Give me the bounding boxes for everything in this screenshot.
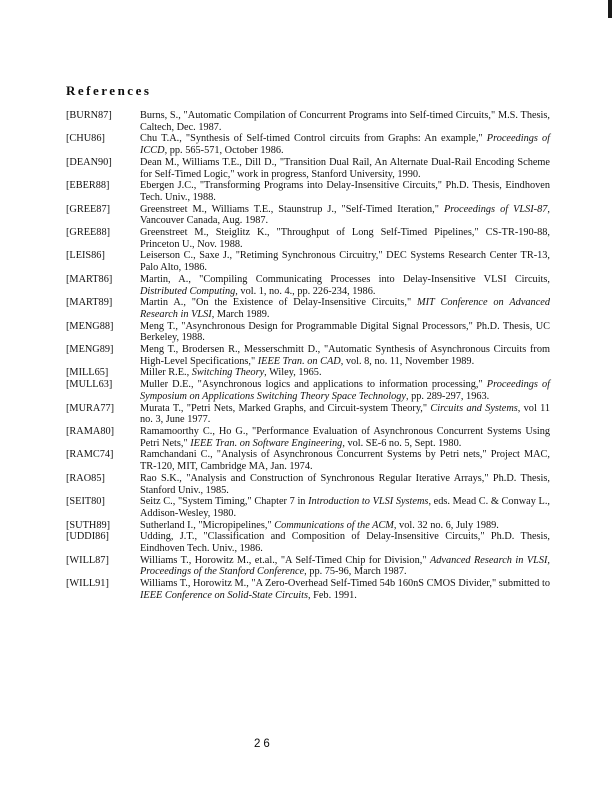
- reference-label: [UDDI86]: [66, 531, 109, 543]
- references-heading: References: [66, 83, 152, 98]
- reference-text: Ramchandani C., "Analysis of Asynchronous Concurrent Systems by Petri nets," Project MAC, TR-120, MIT, Cambridge MA, Jan. 1974.: [140, 449, 550, 473]
- references-list: [66, 110, 550, 602]
- reference-entry: [66, 157, 550, 180]
- reference-text: Meng T., "Asynchronous Design for Programmable Digital Signal Processors," Ph.D. Thesis, UC Berkeley, 1988.: [140, 320, 550, 344]
- reference-text: Sutherland I., "Micropipelines," Communications of the ACM, vol. 32 no. 6, July 1989.: [140, 519, 499, 531]
- reference-entry: [66, 250, 550, 273]
- reference-text: Murata T., "Petri Nets, Marked Graphs, and Circuit-system Theory," Circuits and Systems, vol 11 no. 3, June 1977.: [140, 402, 551, 426]
- reference-text: Ebergen J.C., "Transforming Programs into Delay-Insensitive Circuits," Ph.D. Thesis, Eindhoven Tech. Univ., 1988.: [140, 180, 550, 203]
- reference-text: Williams T., Horowitz M., "A Zero-Overhead Self-Timed 54b 160nS CMOS Divider," submitted to IEEE Conference on Solid-State Circuits, Feb. 1991.: [140, 578, 550, 601]
- reference-text: Chu T.A., "Synthesis of Self-timed Control circuits from Graphs: An example," Proceedings of ICCD, pp. 565-571, October 1986.: [140, 133, 550, 157]
- reference-label: [MART86]: [66, 273, 113, 285]
- reference-entry: [66, 496, 550, 519]
- reference-label: [MENG89]: [66, 344, 114, 356]
- reference-entry: [66, 555, 550, 578]
- reference-entry: [66, 274, 550, 297]
- reference-label: [WILL91]: [66, 578, 109, 590]
- reference-text: Udding, J.T., "Classification and Composition of Delay-Insensitive Circuits," Ph.D. Thesis, Eindhoven Tech. Univ., 1986.: [140, 531, 550, 555]
- reference-text: Martin, A., "Compiling Communicating Processes into Delay-Insensitive VLSI Circuits, Distributed Computing, vol. 1, no. 4., pp. 226-234, 1986.: [140, 273, 550, 297]
- reference-text: Greenstreet M., Williams T.E., Staunstrup J., "Self-Timed Iteration," Proceedings of VLSI-87, Vancouver Canada, Aug. 1987.: [140, 203, 550, 227]
- reference-entry: [66, 520, 550, 532]
- reference-entry: [66, 204, 550, 227]
- reference-entry: [66, 531, 550, 554]
- reference-label: [BURN87]: [66, 110, 112, 121]
- reference-label: [DEAN90]: [66, 156, 112, 168]
- reference-text: Meng T., Brodersen R., Messerschmitt D., "Automatic Synthesis of Asynchronous Circuits from High-Level Specifications," IEEE Tran. on CAD, vol. 8, no. 11, November 1989.: [140, 344, 550, 367]
- reference-entry: [66, 449, 550, 472]
- reference-entry: [66, 321, 550, 344]
- reference-label: [RAMA80]: [66, 425, 115, 437]
- reference-label: [RAO85]: [66, 472, 105, 484]
- reference-label: [MENG88]: [66, 320, 114, 332]
- reference-entry: [66, 578, 550, 601]
- reference-entry: [66, 180, 550, 203]
- reference-text: Rao S.K., "Analysis and Construction of Synchronous Regular Iterative Arrays," Ph.D. Thesis, Stanford Univ., 1985.: [140, 472, 550, 496]
- scan-artifact-mark: [608, 0, 612, 18]
- reference-label: [WILL87]: [66, 554, 109, 566]
- reference-label: [LEIS86]: [66, 250, 105, 262]
- reference-entry: [66, 367, 550, 379]
- reference-text: Burns, S., "Automatic Compilation of Concurrent Programs into Self-timed Circuits," M.S. Thesis, Caltech, Dec. 1987.: [140, 110, 550, 133]
- reference-label: [MULL63]: [66, 379, 113, 391]
- reference-label: [MILL65]: [66, 367, 109, 379]
- reference-label: [GREE88]: [66, 227, 111, 239]
- reference-label: [MURA77]: [66, 402, 115, 414]
- reference-entry: [66, 473, 550, 496]
- reference-label: [EBER88]: [66, 180, 110, 192]
- reference-label: [SUTH89]: [66, 519, 111, 531]
- reference-text: Dean M., Williams T.E., Dill D., "Transition Dual Rail, An Alternate Dual-Rail Encoding Scheme for Self-Timed Logic," work in progress, Stanford University, 1990.: [140, 156, 550, 180]
- reference-text: Leiserson C., Saxe J., "Retiming Synchronous Circuitry," DEC Systems Research Center TR-13, Palo Alto, 1986.: [140, 250, 550, 274]
- reference-label: [SEIT80]: [66, 496, 105, 508]
- reference-entry: [66, 426, 550, 449]
- page-number: 26: [254, 738, 273, 750]
- reference-entry: [66, 133, 550, 156]
- references-section: [66, 83, 550, 602]
- reference-entry: [66, 227, 550, 250]
- reference-text: Martin A., "On the Existence of Delay-Insensitive Circuits," MIT Conference on Advanced Research in VLSI, March 1989.: [140, 297, 550, 320]
- reference-text: Muller D.E., "Asynchronous logics and applications to information processing," Proceedings of Symposium on Applications Switching Theory Space Technology, pp. 289-297, 1963.: [140, 379, 551, 402]
- reference-label: [RAMC74]: [66, 449, 114, 461]
- reference-label: [GREE87]: [66, 203, 111, 215]
- reference-entry: [66, 379, 550, 402]
- reference-text: Ramamoorthy C., Ho G., "Performance Evaluation of Asynchronous Concurrent Systems Using Petri Nets," IEEE Tran. on Software Engineering, vol. SE-6 no. 5, Sept. 1980.: [140, 425, 550, 449]
- reference-text: Seitz C., "System Timing," Chapter 7 in Introduction to VLSI Systems, eds. Mead C. & Conway L., Addison-Wesley, 1980.: [140, 496, 550, 519]
- reference-text: Greenstreet M., Steiglitz K., "Throughput of Long Self-Timed Pipelines," CS-TR-190-88, Princeton U., Nov. 1988.: [140, 227, 550, 250]
- reference-entry: [66, 110, 550, 133]
- reference-text: Miller R.E., Switching Theory, Wiley, 1965.: [140, 367, 322, 379]
- reference-entry: [66, 403, 550, 426]
- reference-text: Williams T., Horowitz M., et.al., "A Self-Timed Chip for Division," Advanced Research in VLSI, Proceedings of the Stanford Conference, pp. 75-96, March 1987.: [140, 554, 550, 578]
- reference-entry: [66, 344, 550, 367]
- reference-label: [CHU86]: [66, 133, 105, 145]
- reference-label: [MART89]: [66, 297, 113, 309]
- reference-entry: [66, 297, 550, 320]
